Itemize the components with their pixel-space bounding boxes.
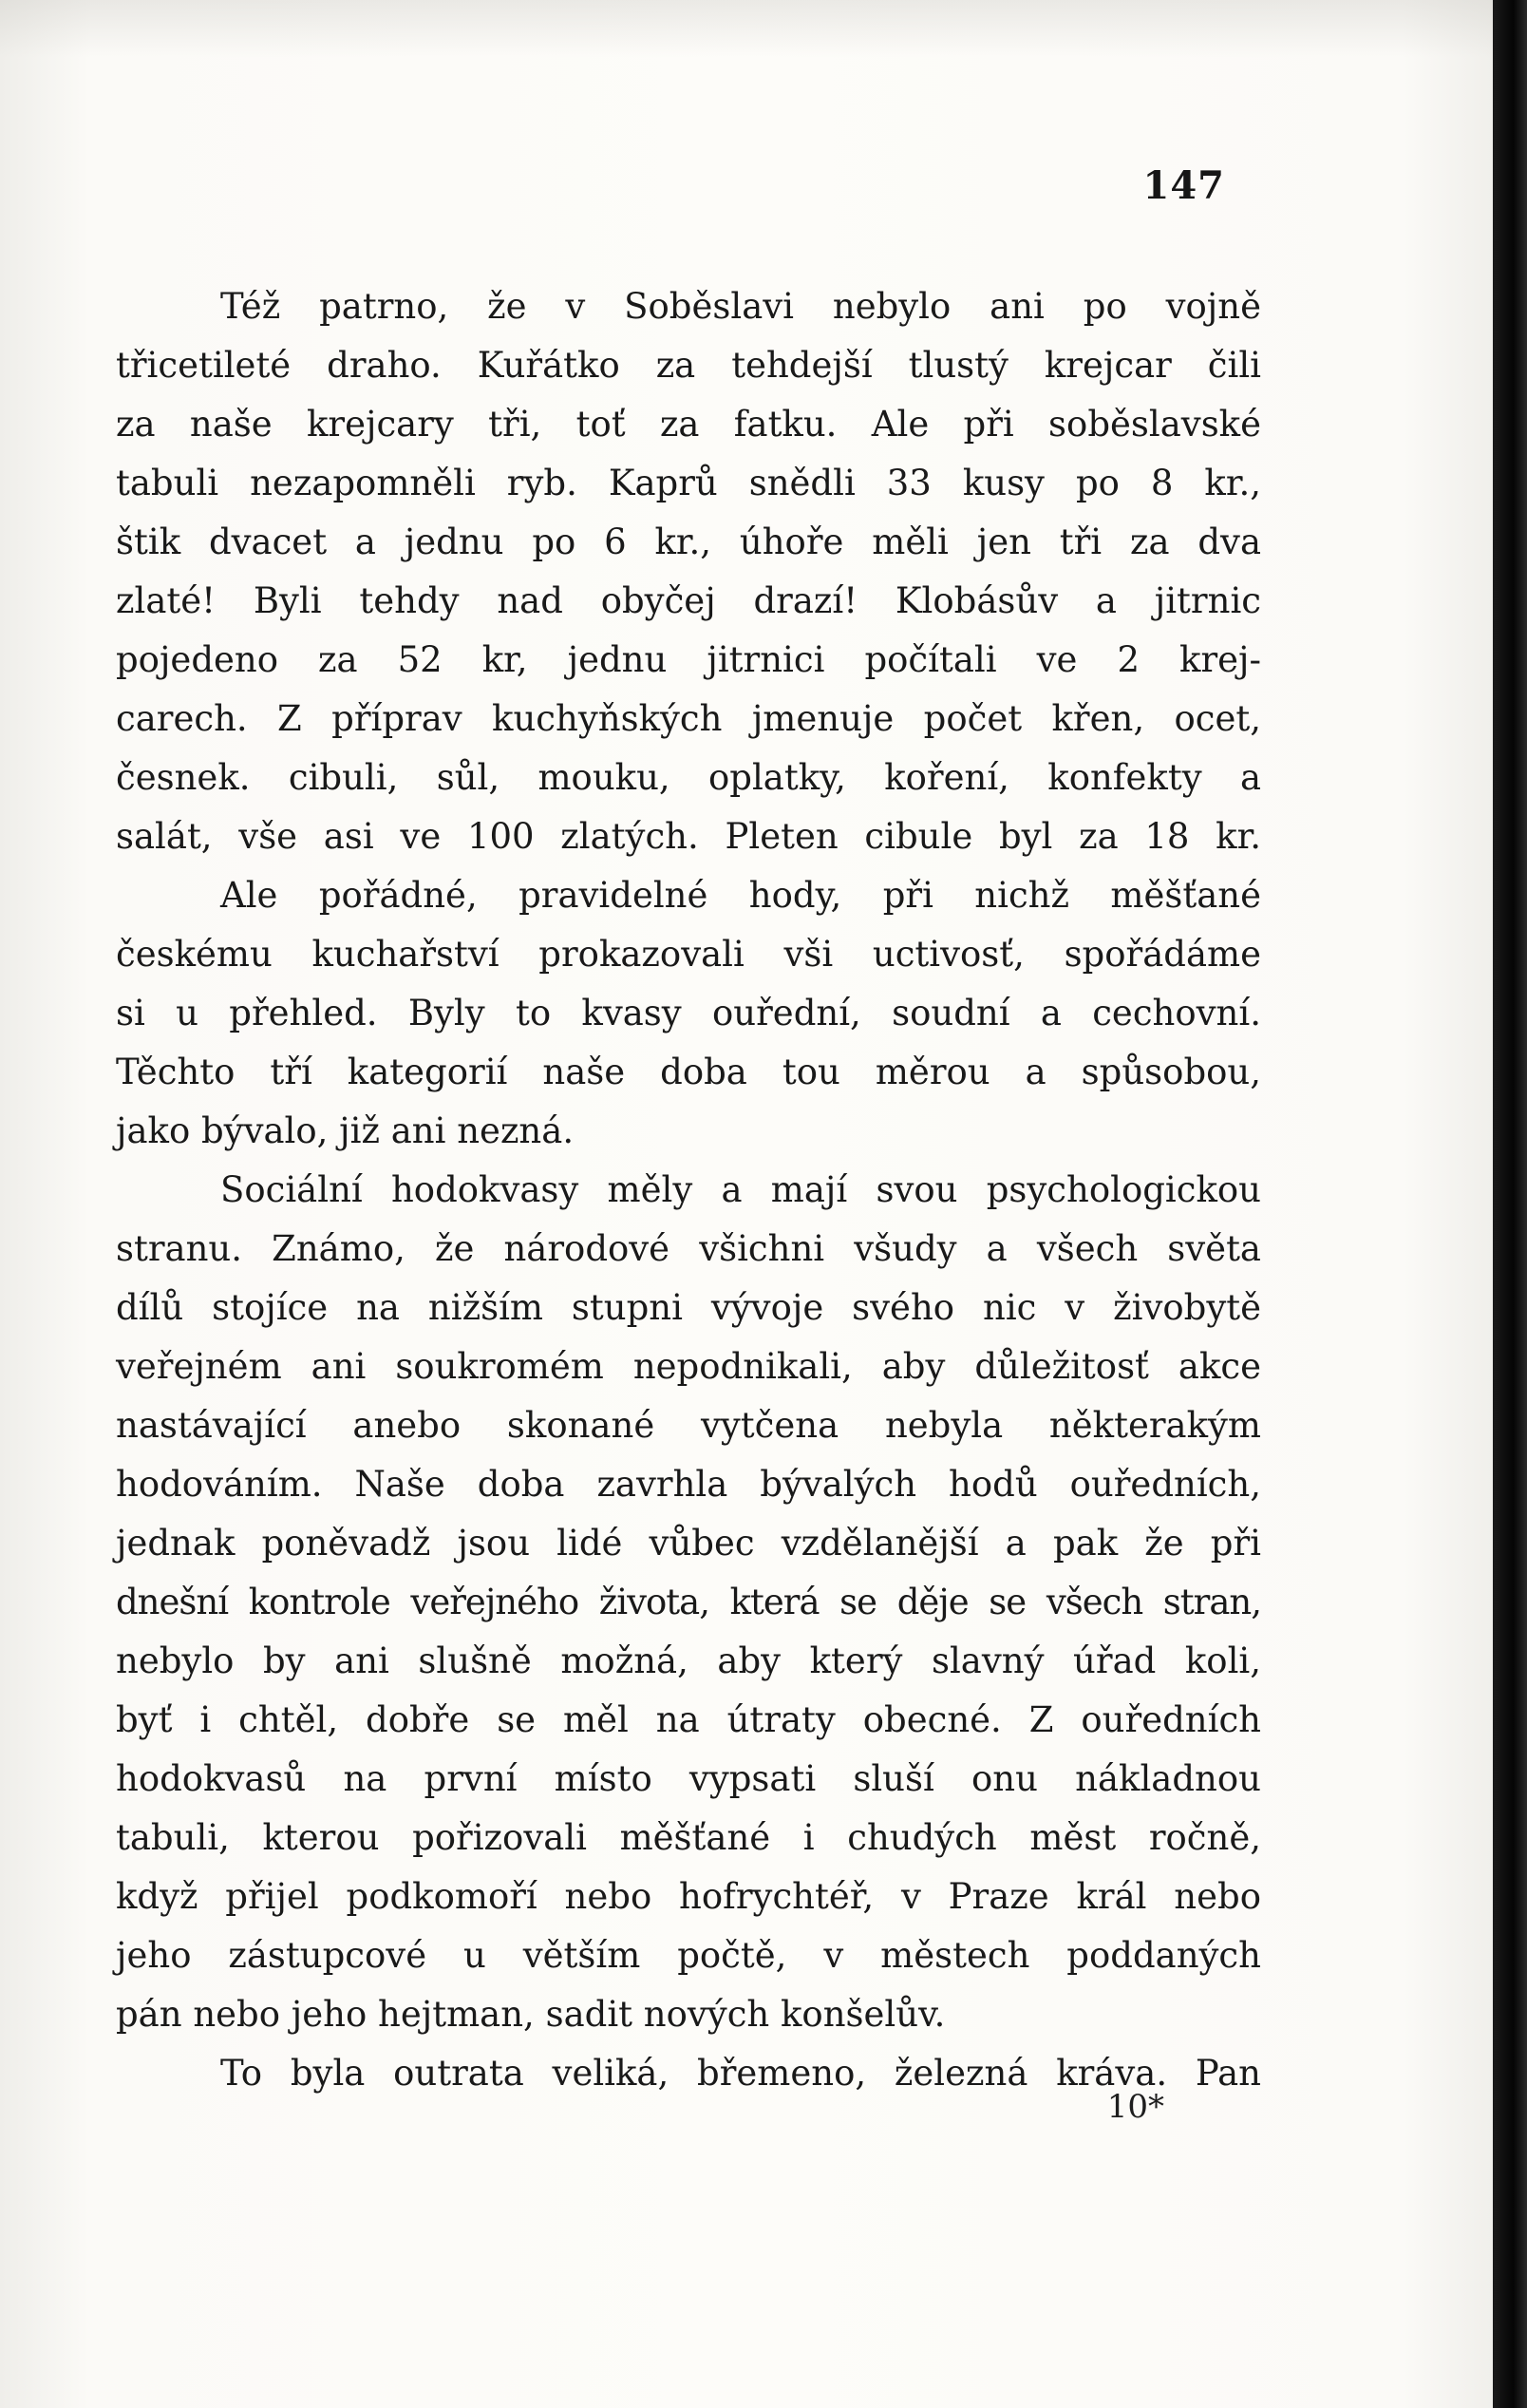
text-line: stranu. Známo, že národové všichni všudy a všech světa xyxy=(116,1228,1261,1269)
text-line: hodováním. Naše doba zavrhla bývalých hodů ouředních, xyxy=(116,1464,1261,1505)
text-line: salát, vše asi ve 100 zlatých. Pleten cibule byl za 18 kr. xyxy=(116,816,1261,857)
text-line: zlaté! Byli tehdy nad obyčej drazí! Klobásův a jitrnic xyxy=(116,580,1261,621)
text-line: si u přehled. Byly to kvasy ouřední, soudní a cechovní. xyxy=(116,993,1261,1033)
text-line: Ale pořádné, pravidelné hody, při nichž měšťané xyxy=(220,875,1261,916)
text-line: jednak poněvadž jsou lidé vůbec vzdělanější a pak že při xyxy=(116,1523,1261,1564)
text-line: byť i chtěl, dobře se měl na útraty obecné. Z ouředních xyxy=(116,1699,1261,1740)
text-line: třicetileté draho. Kuřátko za tehdejší tlustý krejcar čili xyxy=(116,345,1261,386)
text-line: To byla outrata veliká, břemeno, železná kráva. Pan xyxy=(220,2053,1261,2094)
page-top-shading xyxy=(0,0,1493,57)
text-line: nebylo by ani slušně možná, aby který slavný úřad koli, xyxy=(116,1640,1261,1681)
text-line: Též patrno, že v Soběslavi nebylo ani po vojně xyxy=(220,286,1261,327)
text-line: za naše krejcary tři, toť za fatku. Ale při soběslavské xyxy=(116,404,1261,445)
text-line: veřejném ani soukromém nepodnikali, aby důležitosť akce xyxy=(116,1346,1261,1387)
text-line: carech. Z příprav kuchyňských jmenuje počet křen, ocet, xyxy=(116,698,1261,739)
body-text xyxy=(116,277,1261,2103)
text-line: Sociální hodokvasy měly a mají svou psychologickou xyxy=(220,1169,1261,1210)
text-line: Těchto tří kategorií naše doba tou měrou a spůsobou, xyxy=(116,1052,1261,1092)
text-line: jeho zástupcové u větším počtě, v městech poddaných xyxy=(116,1935,1261,1976)
text-line: dnešní kontrole veřejného života, která se děje se všech stran, xyxy=(116,1582,1261,1622)
text-line: pojedeno za 52 kr, jednu jitrnici počítali ve 2 krej- xyxy=(116,639,1261,680)
text-line: tabuli nezapomněli ryb. Kaprů snědli 33 kusy po 8 kr., xyxy=(116,463,1261,503)
page-number: 147 xyxy=(1142,163,1225,208)
text-line: nastávající anebo skonané vytčena nebyla některakým xyxy=(116,1405,1261,1446)
text-line: česnek. cibuli, sůl, mouku, oplatky, koření, konfekty a xyxy=(116,757,1261,798)
text-line: štik dvacet a jednu po 6 kr., úhoře měli jen tři za dva xyxy=(116,521,1261,562)
text-line: tabuli, kterou pořizovali měšťané i chudých měst ročně, xyxy=(116,1817,1261,1858)
text-line: dílů stojíce na nižším stupni vývoje svého nic v živobytě xyxy=(116,1287,1261,1328)
text-line: pán nebo jeho hejtman, sadit nových konšelův. xyxy=(116,1994,946,2035)
page-edge-shadow xyxy=(1493,0,1527,2408)
text-line: českému kuchařství prokazovali vši uctivosť, spořádáme xyxy=(116,934,1261,975)
text-line: hodokvasů na první místo vypsati sluší onu nákladnou xyxy=(116,1758,1261,1799)
text-line: když přijel podkomoří nebo hofrychtéř, v Praze král nebo xyxy=(116,1876,1261,1917)
signature-mark: 10* xyxy=(1106,2088,1164,2126)
text-line: jako bývalo, již ani nezná. xyxy=(116,1110,575,1151)
